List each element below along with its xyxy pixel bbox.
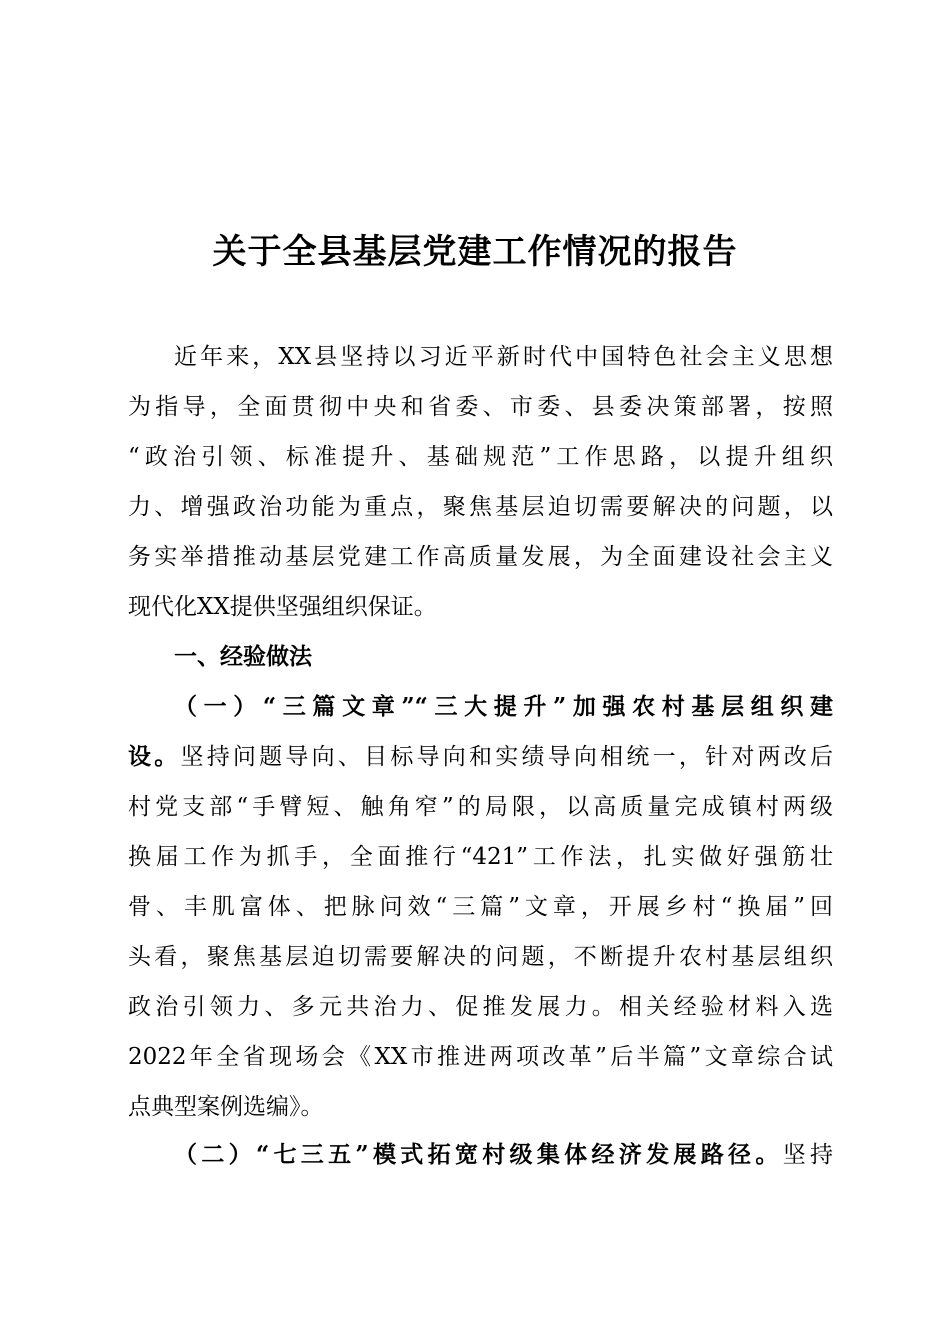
intro-line: 近年来，XX县坚持以习近平新时代中国特色社会主义思想	[174, 344, 833, 370]
subsection-1-line: 换届工作为抓手，全面推行“421”工作法，扎实做好强筋壮	[128, 844, 833, 870]
subsection-1-paragraph	[128, 682, 833, 1132]
subsection-1-line: 骨、丰肌富体、把脉问效“三篇”文章，开展乡村“换届”回	[128, 894, 833, 920]
document-title: 关于全县基层党建工作情况的报告	[212, 232, 738, 272]
subsection-1-heading: （一）“三篇文章”“三大提升”加强农村基层组织建	[174, 693, 833, 720]
section-heading-text: 一、经验做法	[174, 643, 312, 670]
subsection-1-line	[128, 732, 833, 782]
subsection-2-line	[128, 1130, 833, 1180]
subsection-1-heading-end: 设。	[128, 743, 181, 770]
subsection-2-line-rest: 坚持	[782, 1142, 834, 1168]
subsection-2-heading: （二）“七三五”模式拓宽村级集体经济发展路径。	[174, 1141, 783, 1168]
section-heading	[128, 632, 833, 682]
intro-paragraph	[128, 332, 833, 632]
intro-line: “政治引领、标准提升、基础规范”工作思路，以提升组织	[128, 444, 833, 470]
subsection-1-line: 2022年全省现场会《XX市推进两项改革”后半篇”文章综合试	[128, 1044, 833, 1070]
intro-line: 务实举措推动基层党建工作高质量发展，为全面建设社会主义	[128, 544, 833, 570]
subsection-1-line: 村党支部“手臂短、触角窄”的局限，以高质量完成镇村两级	[128, 794, 833, 820]
subsection-1-line: 点典型案例选编》。	[128, 1094, 324, 1120]
subsection-1-line-rest: 坚持问题导向、目标导向和实绩导向相统一，针对两改后	[180, 744, 834, 770]
subsection-1-line: 政治引领力、多元共治力、促推发展力。相关经验材料入选	[128, 994, 833, 1020]
intro-line: 力、增强政治功能为重点，聚焦基层迫切需要解决的问题，以	[128, 494, 833, 520]
subsection-2-paragraph	[128, 1130, 833, 1180]
subsection-1-line: 头看，聚焦基层迫切需要解决的问题，不断提升农村基层组织	[128, 944, 833, 970]
intro-line: 为指导，全面贯彻中央和省委、市委、县委决策部署，按照	[128, 394, 833, 420]
intro-line: 现代化XX提供坚强组织保证。	[128, 594, 437, 620]
